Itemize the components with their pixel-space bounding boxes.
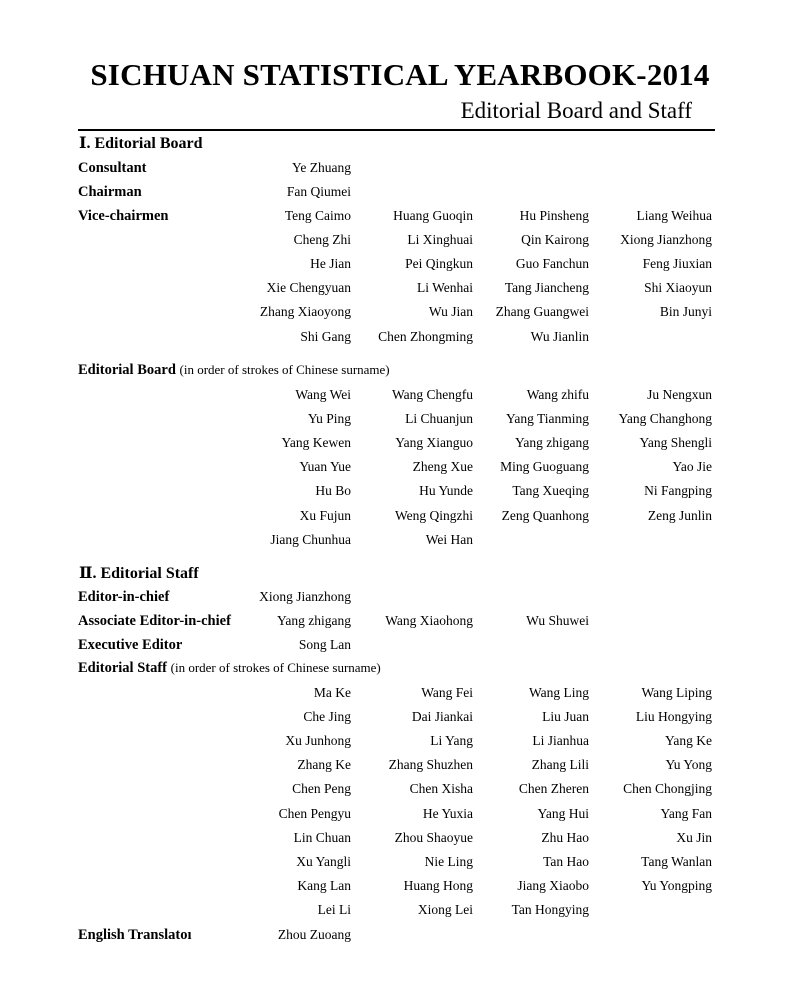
staff-name: Jiang Chunhua — [270, 531, 351, 547]
staff-name: Song Lan — [298, 637, 351, 652]
staff-name: Hu Bo — [315, 483, 351, 499]
staff-name: Che Jing — [303, 709, 351, 725]
staff-name: Zeng Quanhong — [501, 507, 589, 523]
staff-name: Chen Zhongming — [378, 328, 473, 344]
staff-name: Wang Ling — [528, 685, 589, 700]
staff-name: Chen Pengyu — [278, 805, 351, 821]
staff-name: Wang Fei — [421, 685, 473, 700]
staff-name: Tang Wanlan — [641, 853, 712, 869]
staff-name: Tang Xueqing — [512, 483, 589, 499]
role-label-vice-chairmen: Vice-chairmen — [78, 208, 169, 224]
role-label-editorial-staff — [78, 660, 381, 677]
staff-name: Huang Guoqin — [393, 208, 473, 223]
staff-name: Yang Hui — [537, 805, 589, 821]
staff-name: Qin Kairong — [521, 232, 589, 248]
role-label-consultant: Consultant — [78, 160, 147, 176]
staff-name: Li Chuanjun — [405, 411, 473, 427]
staff-name: Zhang Shuzhen — [388, 757, 473, 773]
staff-name: Zhu Hao — [541, 829, 589, 845]
staff-name: Yang Changhong — [618, 411, 712, 427]
staff-name: Xiong Jianzhong — [620, 232, 712, 248]
staff-name: Lei Li — [317, 901, 351, 917]
ordering-note: (in order of strokes of Chinese surname) — [179, 362, 390, 377]
staff-name: Wu Jianlin — [530, 328, 589, 344]
staff-name: Wang zhifu — [526, 387, 589, 402]
staff-name: Shi Gang — [300, 328, 351, 344]
staff-name: Dai Jiankai — [411, 709, 473, 725]
page-subtitle: Editorial Board and Staff — [460, 98, 692, 123]
staff-name: Shi Xiaoyun — [644, 280, 712, 296]
staff-name: Wang Liping — [641, 685, 712, 700]
staff-name: Liang Weihua — [636, 208, 712, 223]
staff-name: Yu Yong — [665, 757, 712, 773]
staff-name: Zhang Ke — [297, 757, 351, 773]
staff-name: Yang Fan — [660, 805, 712, 821]
role-label-editorial-board — [78, 362, 390, 379]
role-label-text: Editorial Board — [78, 362, 176, 378]
staff-name: Xu Jin — [676, 829, 712, 845]
staff-name: Yu Ping — [307, 411, 351, 427]
staff-name: Feng Jiuxian — [642, 256, 712, 272]
staff-name: Xu Yangli — [296, 853, 351, 869]
staff-name: Yao Jie — [672, 459, 712, 475]
staff-name: Zhang Xiaoyong — [259, 304, 351, 320]
staff-name: Yu Yongping — [641, 877, 712, 893]
role-label-english-translator: English Translatoı — [78, 927, 192, 943]
page-title: SICHUAN STATISTICAL YEARBOOK-2014 — [90, 57, 710, 92]
staff-name: Li Jianhua — [532, 733, 589, 749]
staff-name: Ming Guoguang — [500, 459, 589, 475]
staff-name: Hu Pinsheng — [519, 208, 589, 223]
staff-name: Zhang Guangwei — [495, 304, 589, 320]
section-heading-editorial-staff: Ⅱ. Editorial Staff — [79, 565, 199, 582]
staff-name: Tan Hongying — [511, 901, 589, 917]
staff-name: Li Wenhai — [416, 280, 473, 296]
role-label-chairman: Chairman — [78, 184, 142, 200]
staff-name: Ma Ke — [313, 685, 351, 700]
staff-name: Yang Kewen — [281, 435, 351, 451]
staff-name: Teng Caimo — [284, 208, 351, 223]
section-heading-editorial-board: Ⅰ. Editorial Board — [79, 135, 203, 152]
staff-name: Yuan Yue — [299, 459, 351, 475]
staff-name: Xiong Jianzhong — [259, 589, 351, 604]
staff-name: Chen Xisha — [409, 781, 473, 797]
staff-name: Wang Xiaohong — [385, 613, 473, 628]
title-divider — [78, 129, 715, 131]
staff-name: Tang Jiancheng — [504, 280, 589, 296]
staff-name: Liu Hongying — [635, 709, 712, 725]
staff-name: Cheng Zhi — [293, 232, 351, 248]
staff-name: Xu Fujun — [299, 507, 351, 523]
staff-name: Yang Ke — [664, 733, 712, 749]
staff-name: Jiang Xiaobo — [517, 877, 589, 893]
staff-name: Yang Xianguo — [395, 435, 473, 451]
staff-name: Yang Tianming — [505, 411, 589, 427]
staff-name: Ju Nengxun — [647, 387, 712, 402]
staff-name: Zheng Xue — [412, 459, 473, 475]
staff-name: Hu Yunde — [419, 483, 473, 499]
staff-name: Pei Qingkun — [405, 256, 473, 272]
staff-name: Li Xinghuai — [407, 232, 473, 248]
staff-name: Tan Hao — [543, 853, 589, 869]
role-label-editor-in-chief: Editor-in-chief — [78, 589, 170, 605]
staff-name: Fan Qiumei — [286, 184, 351, 199]
staff-name: Wu Shuwei — [526, 613, 589, 628]
staff-name: He Yuxia — [422, 805, 473, 821]
staff-name: Liu Juan — [542, 709, 589, 725]
staff-name: He Jian — [310, 256, 351, 272]
staff-name: Chen Peng — [292, 781, 351, 797]
staff-name: Kang Lan — [297, 877, 351, 893]
staff-name: Huang Hong — [403, 877, 473, 893]
staff-name: Yang zhigang — [277, 613, 351, 628]
role-label-executive-editor: Executive Editor — [78, 637, 183, 653]
staff-name: Yang Shengli — [639, 435, 712, 451]
staff-name: Wang Wei — [295, 387, 351, 402]
staff-name: Xu Junhong — [285, 733, 351, 749]
role-label-associate-editor: Associate Editor-in-chief — [78, 613, 231, 629]
staff-name: Ni Fangping — [644, 483, 712, 499]
staff-name: Ye Zhuang — [291, 160, 351, 175]
staff-name: Chen Chongjing — [623, 781, 712, 797]
staff-name: Xie Chengyuan — [266, 280, 351, 296]
staff-name: Chen Zheren — [518, 781, 589, 797]
staff-name: Nie Ling — [424, 853, 473, 869]
staff-name: Weng Qingzhi — [394, 507, 473, 523]
staff-name: Lin Chuan — [293, 829, 351, 845]
staff-name: Zeng Junlin — [647, 507, 712, 523]
ordering-note: (in order of strokes of Chinese surname) — [170, 660, 381, 675]
staff-name: Wu Jian — [428, 304, 473, 320]
staff-name: Guo Fanchun — [515, 256, 589, 272]
staff-name: Zhou Shaoyue — [394, 829, 473, 845]
staff-name: Zhou Zuoang — [277, 927, 351, 942]
staff-name: Wang Chengfu — [391, 387, 473, 402]
staff-name: Bin Junyi — [659, 304, 712, 320]
staff-name: Zhang Lili — [531, 757, 589, 773]
staff-name: Yang zhigang — [515, 435, 589, 451]
role-label-text: Editorial Staff — [78, 660, 168, 676]
staff-name: Li Yang — [430, 733, 473, 749]
staff-name: Wei Han — [425, 531, 473, 547]
staff-name: Xiong Lei — [417, 901, 473, 917]
